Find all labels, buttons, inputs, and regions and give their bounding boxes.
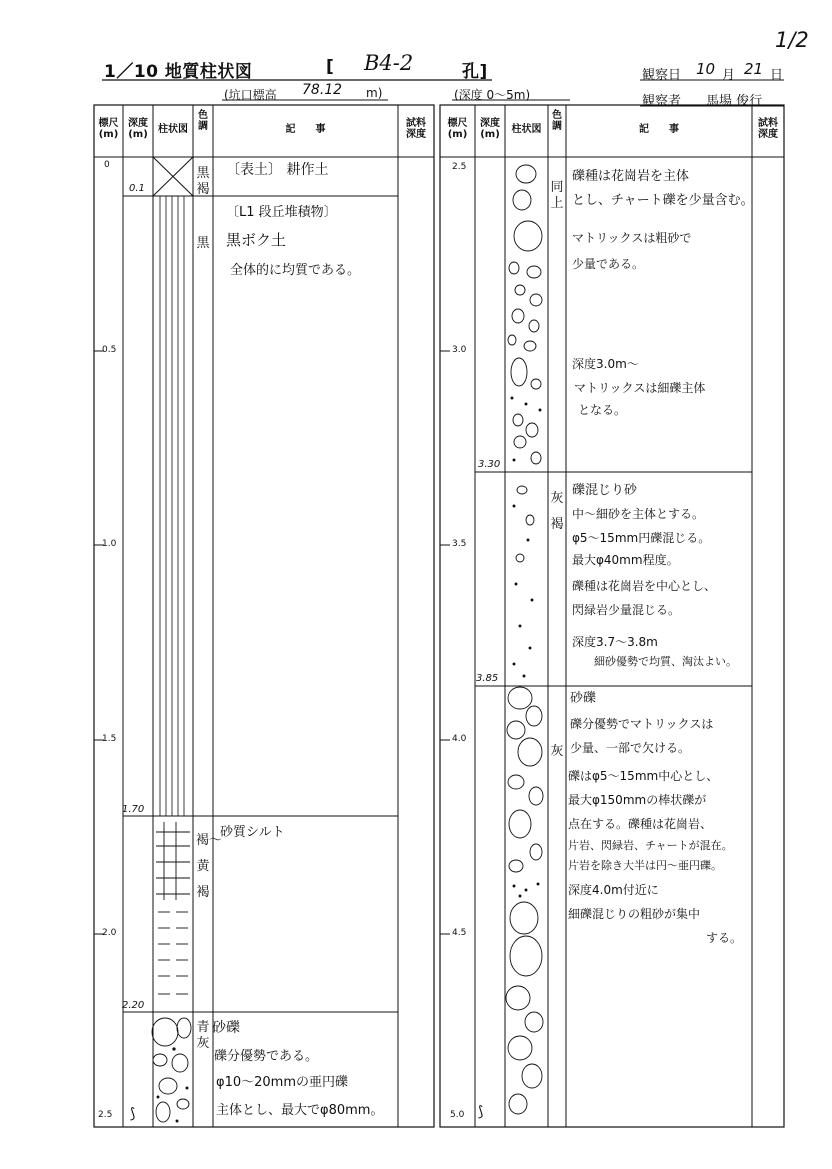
scale-tick: 3.5 <box>452 539 467 549</box>
scale-tick: 2.5 <box>452 162 467 172</box>
layer-description: マトリックスは粗砂で <box>572 231 692 245</box>
sheet-title: 1／10 地質柱状図 <box>104 62 253 82</box>
color-entry: 同上 <box>550 180 564 211</box>
layer-description: 片岩を除き大半は円～亜円礫。 <box>568 859 722 872</box>
scale-tick: 3.0 <box>452 345 467 355</box>
scale-tick: 1.5 <box>102 734 117 744</box>
layer-description: 少量、一部で欠ける。 <box>570 741 691 755</box>
color-entry: 黒 <box>196 236 210 251</box>
layer-description: 最大φ150mmの棒状礫が <box>568 793 707 807</box>
layer-description: 閃緑岩少量混じる。 <box>572 603 681 617</box>
elevation-label: (坑口標高 <box>224 88 277 102</box>
continuation-mark: ⟆ <box>130 1106 136 1122</box>
scale-tick: 2.5 <box>98 1110 113 1120</box>
layer-description: マトリックスは細礫主体 <box>574 381 706 395</box>
layer-description: する。 <box>706 931 743 945</box>
gravelly-sand-pattern <box>513 486 534 677</box>
sandy-silt-pattern <box>156 822 190 994</box>
observation-day-unit: 日 <box>770 68 784 83</box>
layer-description: 細礫混じりの粗砂が集中 <box>568 907 701 921</box>
header-color: 色 調 <box>198 110 208 132</box>
color-entry: 灰 <box>550 744 564 759</box>
continuation-mark: ⟆ <box>478 1104 484 1120</box>
layer-description: 深度4.0m付近に <box>568 883 659 897</box>
gravel-pattern-upper <box>508 165 542 464</box>
layer-description: 中～細砂を主体とする。 <box>572 507 705 521</box>
header-color: 色 調 <box>552 110 562 132</box>
layer-description: とし、チャート礫を少量含む。 <box>572 193 754 208</box>
layer-description: 〔表土〕 耕作土 <box>226 162 329 178</box>
scale-tick: 0 <box>104 160 110 170</box>
layer-description: 礫分優勢でマトリックスは <box>570 717 714 731</box>
layer-description: 礫種は花崗岩を主体 <box>572 169 690 184</box>
layer-description: 黒ボク土 <box>226 231 287 249</box>
layer-description: 礫分優勢である。 <box>214 1049 319 1064</box>
layer-description: 細砂優勢で均質、淘汰よい。 <box>594 655 737 668</box>
layer-description: φ5～15mm円礫混じる。 <box>572 531 711 545</box>
header-description: 記 事 <box>285 124 326 135</box>
layer-description: 片岩、閃緑岩、チャートが混在。 <box>568 839 733 852</box>
color-entry: 灰褐 <box>550 491 564 532</box>
header-sample: 試料 深度 <box>406 118 426 140</box>
scale-tick: 5.0 <box>450 1110 465 1120</box>
boundary-depth: 3.30 <box>478 459 501 470</box>
boundary-depth: 0.1 <box>129 183 145 194</box>
left-log-table <box>94 105 434 1127</box>
header-depth: 深度 (m) <box>128 118 148 140</box>
header-column: 柱状図 <box>158 124 188 135</box>
scale-tick: 2.0 <box>102 928 117 938</box>
depth-range: (深度 0～5m) <box>454 88 531 102</box>
header-scale: 標尺 (m) <box>98 118 119 140</box>
observation-day: 21 <box>744 60 764 78</box>
elevation-unit: m) <box>366 86 383 100</box>
observation-month-unit: 月 <box>722 68 736 83</box>
header-description: 記 事 <box>639 124 679 135</box>
layer-description: 礫混じり砂 <box>572 483 638 498</box>
scale-tick: 0.5 <box>102 345 117 355</box>
layer-description: 点在する。礫種は花崗岩、 <box>568 817 713 831</box>
hole-suffix: 孔] <box>462 62 488 82</box>
color-entry: 黒褐 <box>196 166 210 197</box>
scale-tick: 4.0 <box>452 734 467 744</box>
observer-label: 観察者 <box>642 94 682 109</box>
header-sample: 試料 深度 <box>758 118 778 140</box>
layer-description: 砂質シルト <box>220 825 285 840</box>
layer-description: 深度3.7～3.8m <box>572 635 658 649</box>
observation-date-label: 観察日 <box>642 68 682 83</box>
layer-description: 〔L1 段丘堆積物〕 <box>226 205 337 220</box>
boundary-depth: 3.85 <box>476 673 499 684</box>
layer-description: φ10～20mmの亜円礫 <box>216 1075 348 1090</box>
scale-tick: 4.5 <box>452 928 467 938</box>
layer-description: 全体的に均質である。 <box>230 263 361 278</box>
boundary-depth: 1.70 <box>122 804 145 815</box>
layer-description: 深度3.0m～ <box>572 357 639 371</box>
layer-description: となる。 <box>578 403 627 417</box>
observer-name: 馬場 俊行 <box>706 94 763 109</box>
scale-tick: 1.0 <box>102 539 117 549</box>
title-bracket-open: [ <box>326 57 335 77</box>
observation-month: 10 <box>696 60 716 78</box>
layer-description: 砂礫 <box>570 691 597 706</box>
header-scale: 標尺 (m) <box>447 118 468 140</box>
hole-id: B4-2 <box>364 51 414 75</box>
layer-description: 主体とし、最大でφ80mm。 <box>216 1103 384 1118</box>
layer-description: 砂礫 <box>212 1020 240 1036</box>
header-depth: 深度 (m) <box>480 118 500 140</box>
layer-description: 礫はφ5～15mm中心とし、 <box>568 769 719 783</box>
layer-description: 礫種は花崗岩を中心とし、 <box>572 579 717 593</box>
gravel-pattern-lower <box>506 687 543 1114</box>
elevation-value: 78.12 <box>302 82 343 98</box>
header-column: 柱状図 <box>511 124 542 135</box>
color-entry: 褐〜黄褐 <box>196 833 223 900</box>
color-entry: 青灰 <box>196 1020 210 1051</box>
layer-description: 少量である。 <box>572 257 645 271</box>
sandy-gravel-pattern-left <box>152 1018 191 1122</box>
layer-description: 最大φ40mm程度。 <box>572 553 679 567</box>
page-number: 1/2 <box>775 28 809 52</box>
boundary-depth: 2.20 <box>122 1000 145 1011</box>
